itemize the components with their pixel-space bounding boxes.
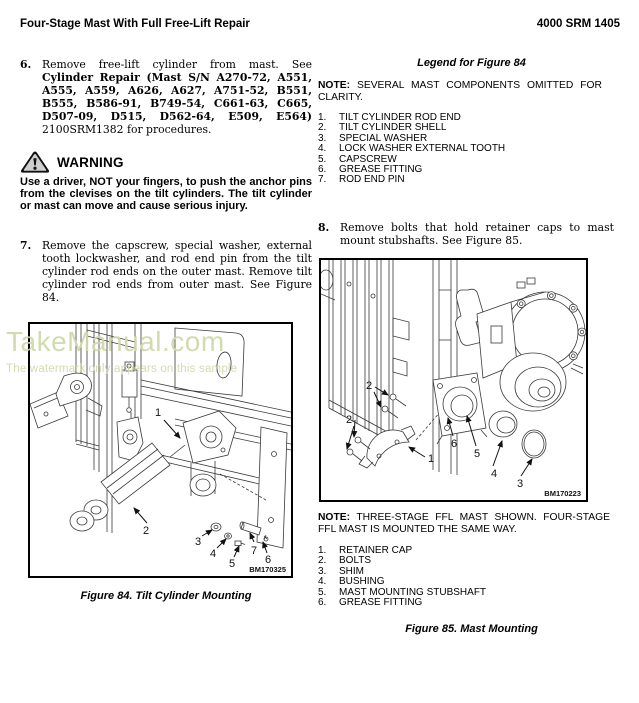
step-number: 7. [20, 239, 32, 252]
warning-header [20, 151, 124, 174]
callout-6: 6 [265, 554, 272, 566]
callout-2b: 2 [346, 414, 353, 426]
legend-item: 7. ROD END PIN [318, 174, 405, 186]
step-6 [20, 58, 312, 136]
mast-mounting-drawing [321, 260, 586, 500]
callout-1: 1 [428, 453, 435, 465]
legend-item: 4. BUSHING [318, 576, 385, 588]
legend-item: 5. MAST MOUNTING STUBSHAFT [318, 586, 487, 598]
step-text: Remove the capscrew, special washer, external tooth lockwasher, and rod end pin from the tilt cylinder rod ends on the outer mast. Remove tilt cylinder rod ends from outer mast. See Figure 84. [42, 239, 312, 304]
warning-triangle-icon [20, 151, 50, 174]
step-number: 8. [318, 221, 330, 234]
watermark-title: TakeManual.com [6, 326, 225, 357]
legend-85-list [318, 546, 618, 608]
document-code: 4000 SRM 1405 [536, 18, 620, 30]
step-number: 6. [20, 58, 32, 71]
legend-item: 6. GREASE FITTING [318, 164, 423, 176]
callout-3: 3 [517, 478, 524, 490]
figure-84 [28, 322, 293, 578]
legend-item: 6. GREASE FITTING [318, 597, 423, 609]
step-8 [318, 221, 614, 247]
warning-text: Use a driver, NOT your fingers, to push the anchor pins from the clevises on the tilt cylinders. The tilt cylinder or mast can move and cause serious injury. [20, 176, 312, 212]
callout-4: 4 [210, 548, 217, 560]
legend-84-list [318, 113, 618, 186]
figure-85 [319, 258, 588, 502]
callout-1: 1 [155, 407, 162, 419]
legend-item: 5. CAPSCREW [318, 153, 397, 165]
callout-7: 7 [251, 545, 258, 557]
legend-item: 3. SHIM [318, 565, 364, 577]
legend-item: 3. SPECIAL WASHER [318, 132, 428, 144]
legend-84-title: Legend for Figure 84 [417, 57, 526, 69]
callout-5: 5 [474, 448, 481, 460]
callout-2: 2 [143, 525, 150, 537]
legend-item: 2. TILT CYLINDER SHELL [318, 122, 447, 134]
figure-code: BM170325 [249, 565, 286, 574]
figure-code: BM170223 [544, 489, 581, 498]
note-figure-85: NOTE: THREE-STAGE FFL MAST SHOWN. FOUR-STAGE FFL MAST IS MOUNTED THE SAME WAY. [318, 512, 610, 535]
legend-item: 2. BOLTS [318, 555, 372, 567]
warning-title: WARNING [57, 155, 124, 170]
watermark-subtitle: The watermark only appears on this sample [6, 363, 238, 375]
step-7 [20, 239, 312, 304]
callout-5: 5 [229, 558, 236, 570]
step-text: Remove free-lift cylinder from mast. See Cylinder Repair (Mast S/N A270-72, A551, A555, A559, A626, A627, A751-52, B551, B555, B586-91, B749-54, C661-63, C665, D507-09, D515, D562-64, E509, E564) 2100SRM1382 for procedures. [42, 58, 312, 136]
step-text: Remove bolts that hold retainer caps to mast mount stubshafts. See Figure 85. [340, 221, 614, 247]
page-title: Four-Stage Mast With Full Free-Lift Repair [20, 18, 250, 30]
callout-3: 3 [195, 536, 202, 548]
figure-84-caption: Figure 84. Tilt Cylinder Mounting [80, 590, 252, 602]
callout-4: 4 [491, 468, 498, 480]
legend-item: 1. RETAINER CAP [318, 545, 413, 556]
callout-2a: 2 [366, 380, 373, 392]
note-legend-84: NOTE: SEVERAL MAST COMPONENTS OMITTED FOR CLARITY. [318, 80, 602, 103]
tilt-cylinder-mounting-drawing [30, 324, 291, 576]
legend-item: 1. TILT CYLINDER ROD END [318, 112, 461, 123]
page-header [20, 18, 620, 30]
legend-item: 4. LOCK WASHER EXTERNAL TOOTH [318, 143, 506, 155]
figure-85-caption: Figure 85. Mast Mounting [405, 623, 538, 635]
callout-6: 6 [451, 438, 458, 450]
